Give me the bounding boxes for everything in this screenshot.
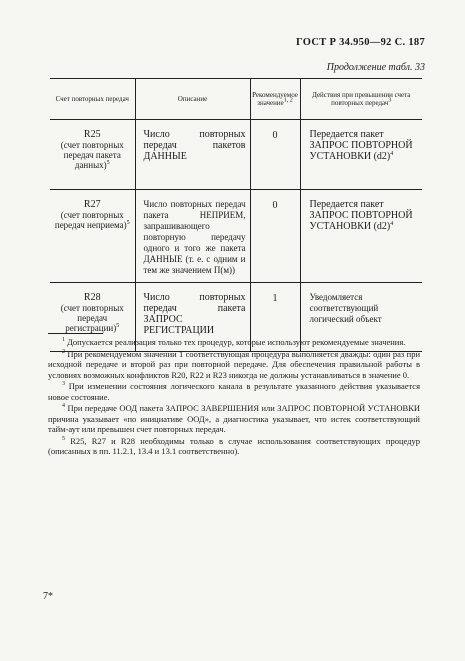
counter-cell	[50, 190, 135, 283]
counter-sup: 5	[106, 160, 110, 166]
counter-sup: 5	[116, 323, 120, 329]
retransmission-table	[50, 78, 422, 352]
table-continuation: Продолжение табл. 33	[326, 62, 425, 73]
counter-name: (счет повторных передач регистрации)	[60, 303, 124, 333]
col-header-value: Рекомендуемое значение$^{1, 2}$	[250, 79, 300, 120]
page-mark: 7*	[43, 591, 53, 602]
counter-code: R27	[83, 199, 101, 210]
action-cell: Передается пакет ЗАПРОС ПОВТОРНОЙ УСТАНОВКИ $(d2)^4$	[300, 190, 422, 283]
table-header-row	[50, 79, 422, 120]
col-header-counter: Счет повторных передач	[50, 79, 135, 120]
value-cell: 0	[250, 190, 300, 283]
footnote-2: $^2$ При рекомендуемом значении 1 соответствующая процедура выполняется дважды: один раз при исходной передаче и второй раз при повторной передаче. Для обеспечения правильной работы в условиях возможных конфликтов R20, R22 и R23 никогда не должны устанавливаться в значение 0.	[48, 348, 420, 380]
footnote-rule	[48, 333, 103, 334]
action-cell: Уведомляется соответствующий логический объект	[300, 283, 422, 352]
counter-cell	[50, 120, 135, 190]
page-header: ГОСТ Р 34.950—92 С. 187	[296, 37, 425, 48]
col-header-action: Действия при превышении счета повторных передач$^3$	[300, 79, 422, 120]
counter-code: R28	[83, 292, 101, 303]
footnote-3: $^3$ При изменении состояния логического канала в результате указанного действия указывается новое состояние.	[48, 381, 420, 402]
value-cell: 1	[250, 283, 300, 352]
footnote-1: $^1$ Допускается реализация только тех процедур, которые используют рекомендуемые значения.	[62, 337, 406, 347]
counter-name: (счет повторных передач неприема)	[54, 210, 127, 230]
counter-code: R25	[83, 129, 101, 140]
col-header-description: Описание	[135, 79, 250, 120]
counter-sup: 5	[126, 220, 130, 226]
footnote-4: $^4$ При передаче ООД пакета ЗАПРОС ЗАВЕРШЕНИЯ или ЗАПРОС ПОВТОРНОЙ УСТАНОВКИ причина указывает «по инициативе ООД», а диагностика указывает, что истек соответствующий тайм-аут или превышен счет повторных передач.	[48, 403, 420, 434]
table-row	[50, 190, 422, 283]
action-sup: 4	[390, 151, 394, 157]
table-row	[50, 120, 422, 190]
value-cell: 0	[250, 120, 300, 190]
description-cell: Число повторных передач пакета НЕПРИЕМ, запрашивающего повторную передачу одного и того же пакета ДАННЫЕ (т. е. с одним и тем же значением П(м))	[135, 190, 250, 283]
col-header-value-sup: 1, 2	[283, 97, 293, 104]
description-cell: Число повторных передач пакетов ДАННЫЕ	[135, 120, 250, 190]
description-cell: Число повторных передач пакета ЗАПРОС РЕГИСТРАЦИИ	[135, 283, 250, 352]
footnote-5: $^5$ R25, R27 и R28 необходимы только в случае использования соответствующих процедур (описанных в пп. 11.2.1, 13.4 и 13.1 соответственно).	[48, 435, 420, 456]
footnotes	[48, 333, 420, 458]
col-header-action-sup: 3	[388, 97, 392, 104]
action-sup: 4	[390, 221, 394, 227]
counter-name: (счет повторных передач пакета данных)	[60, 140, 124, 170]
action-cell: Передается пакет ЗАПРОС ПОВТОРНОЙ УСТАНОВКИ $(d2)^4$	[300, 120, 422, 190]
